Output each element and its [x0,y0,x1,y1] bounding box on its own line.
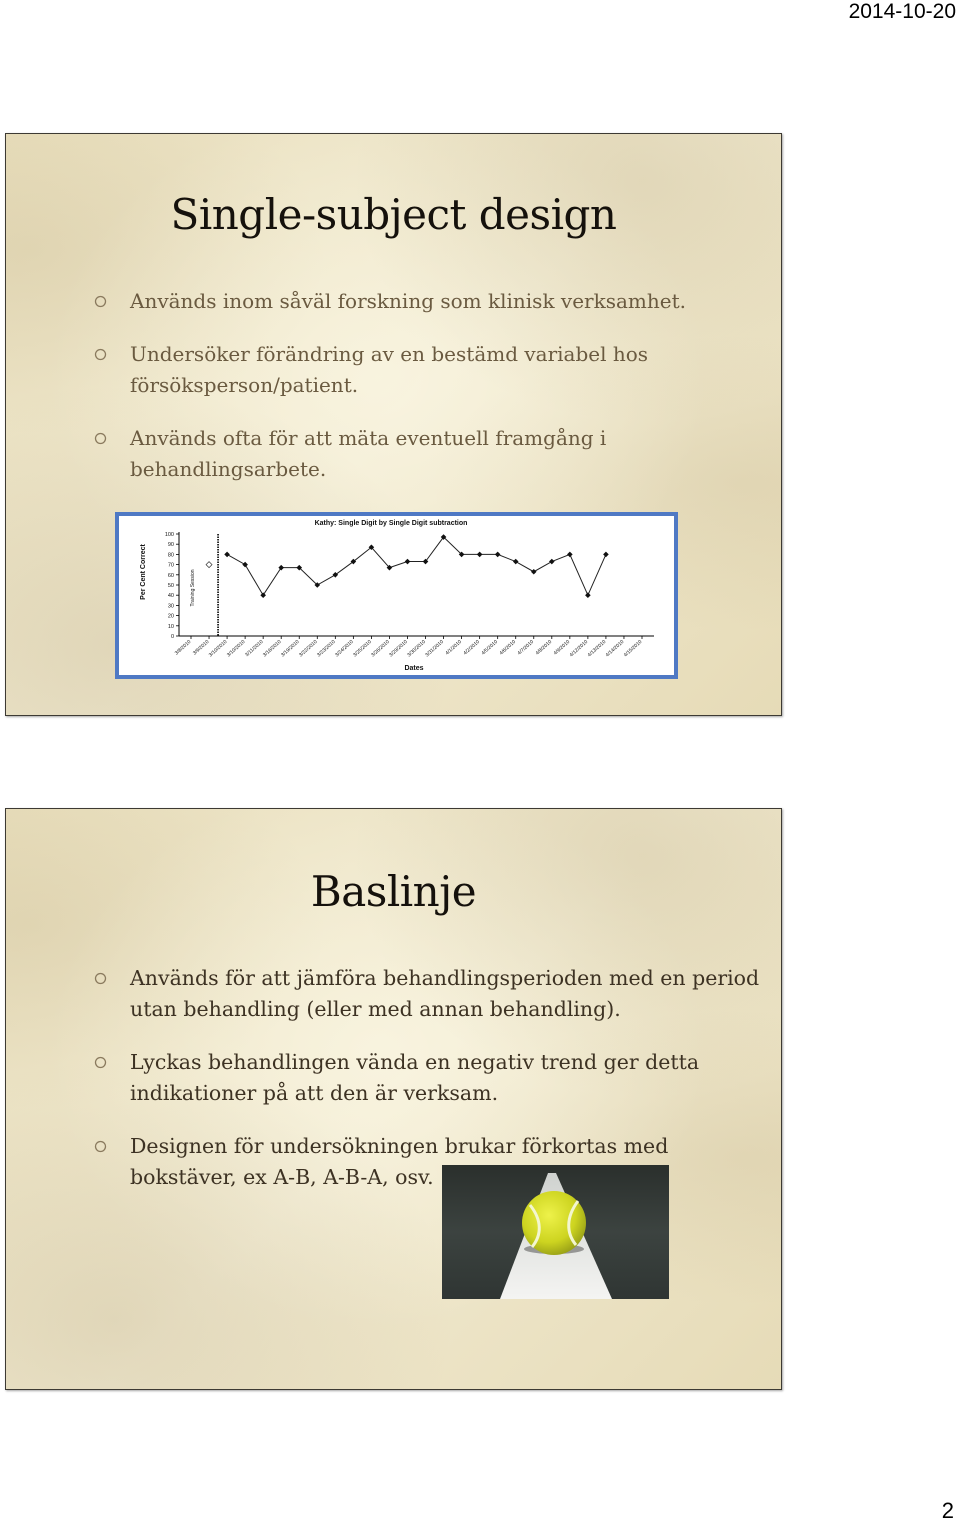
x-tick-label: 3/19/2010 [280,639,301,659]
bullet-item [6,1047,761,1109]
bullet-item [6,339,761,401]
x-tick-label: 3/11/2010 [244,639,265,659]
y-tick-label: 60 [167,572,174,579]
bullet-item [6,423,761,485]
data-point [513,559,519,565]
x-tick-label: 3/26/2010 [370,639,391,659]
data-point [567,552,573,558]
x-tick-label: 4/1/2010 [444,639,463,657]
bullet-text: Används ofta för att mäta eventuell framgång i behandlingsarbete. [130,426,607,481]
x-tick-label: 4/8/2010 [534,639,554,657]
x-tick-label: 3/8/2010 [173,639,193,657]
y-tick-label: 90 [167,542,174,549]
x-tick-label: 4/15/2010 [622,639,644,659]
hollow-circle-bullet-icon [94,1056,107,1069]
x-tick-label: 4/7/2010 [516,639,536,657]
bullet-text: Används för att jämföra behandlingsperioden med en period utan behandling (eller med annan behandling). [130,966,760,1021]
page-date: 2014-10-20 [848,0,956,23]
slide-title: Baslinje [310,867,477,916]
x-tick-label: 4/12/2010 [568,639,590,659]
data-point [278,565,284,571]
x-tick-label: 4/14/2010 [604,639,626,659]
x-tick-label: 3/25/2010 [352,639,373,659]
x-axis-label: Dates [404,665,424,672]
bullet-item [6,963,761,1025]
data-point [603,552,609,558]
page-number: 2 [941,1498,954,1523]
data-point [495,552,501,558]
x-tick-label: 3/24/2010 [334,639,355,659]
y-tick-label: 70 [167,562,174,569]
hollow-circle-bullet-icon [94,295,107,308]
x-tick-label: 3/16/2010 [261,639,283,659]
y-tick-label: 30 [167,603,174,610]
y-tick-label: 50 [167,583,174,589]
hollow-circle-bullet-icon [94,348,107,361]
data-point [549,559,555,565]
series-line [227,537,606,595]
hollow-circle-bullet-icon [94,972,107,985]
x-tick-label: 4/5/2010 [480,639,500,657]
x-tick-label: 3/22/2010 [298,639,319,659]
slide-title: Single-subject design [170,190,617,239]
bullet-text: Lyckas behandlingen vända en negativ trend ger detta indikationer på att den är verksam. [130,1050,700,1105]
x-tick-label: 3/31/2010 [424,639,445,659]
slide-single-subject-design [5,133,782,716]
data-point [531,569,537,575]
y-tick-label: 20 [167,613,174,620]
x-tick-label: 3/10/2010 [225,639,247,659]
chart-title: Kathy: Single Digit by Single Digit subtraction [314,520,468,527]
data-point [242,562,248,568]
bullet-text: Används inom såväl forskning som klinisk verksamhet. [130,289,686,313]
x-tick-label: 4/2/2010 [462,639,481,657]
x-tick-label: 4/13/2010 [586,639,608,659]
y-tick-label: 40 [167,593,174,600]
tennis-ball-on-line-image [442,1165,669,1299]
x-tick-label: 4/9/2010 [552,639,572,657]
y-tick-label: 100 [164,532,174,538]
bullet-text: Undersöker förändring av en bestämd variabel hos försöksperson/patient. [130,342,649,397]
x-tick-label: 3/10/2010 [207,639,229,659]
bullet-item [6,286,761,317]
baseline-point [206,562,212,568]
bullet-text: Designen för undersökningen brukar förkortas med bokstäver, ex A-B, A-B-A, osv. [130,1134,669,1189]
data-point [224,552,230,558]
x-tick-label: 3/9/2010 [191,639,211,657]
data-point [260,592,266,598]
slide-baslinje [5,808,782,1390]
y-tick-label: 10 [167,623,174,630]
x-tick-label: 3/29/2010 [388,639,409,659]
bullet-list [6,286,761,507]
data-point [585,592,591,598]
y-tick-label: 0 [170,634,174,640]
data-point [405,559,411,565]
x-tick-label: 3/23/2010 [316,639,337,659]
y-tick-label: 80 [167,552,174,559]
data-point [477,552,483,558]
hollow-circle-bullet-icon [94,432,107,445]
line-chart [119,516,674,675]
hollow-circle-bullet-icon [94,1140,107,1153]
x-tick-label: 3/30/2010 [406,639,427,659]
y-axis-label: Per Cent Correct [140,544,147,600]
chart-annotation: Training Session [190,569,196,607]
x-tick-label: 4/6/2010 [498,639,518,657]
chart-frame [115,512,678,679]
